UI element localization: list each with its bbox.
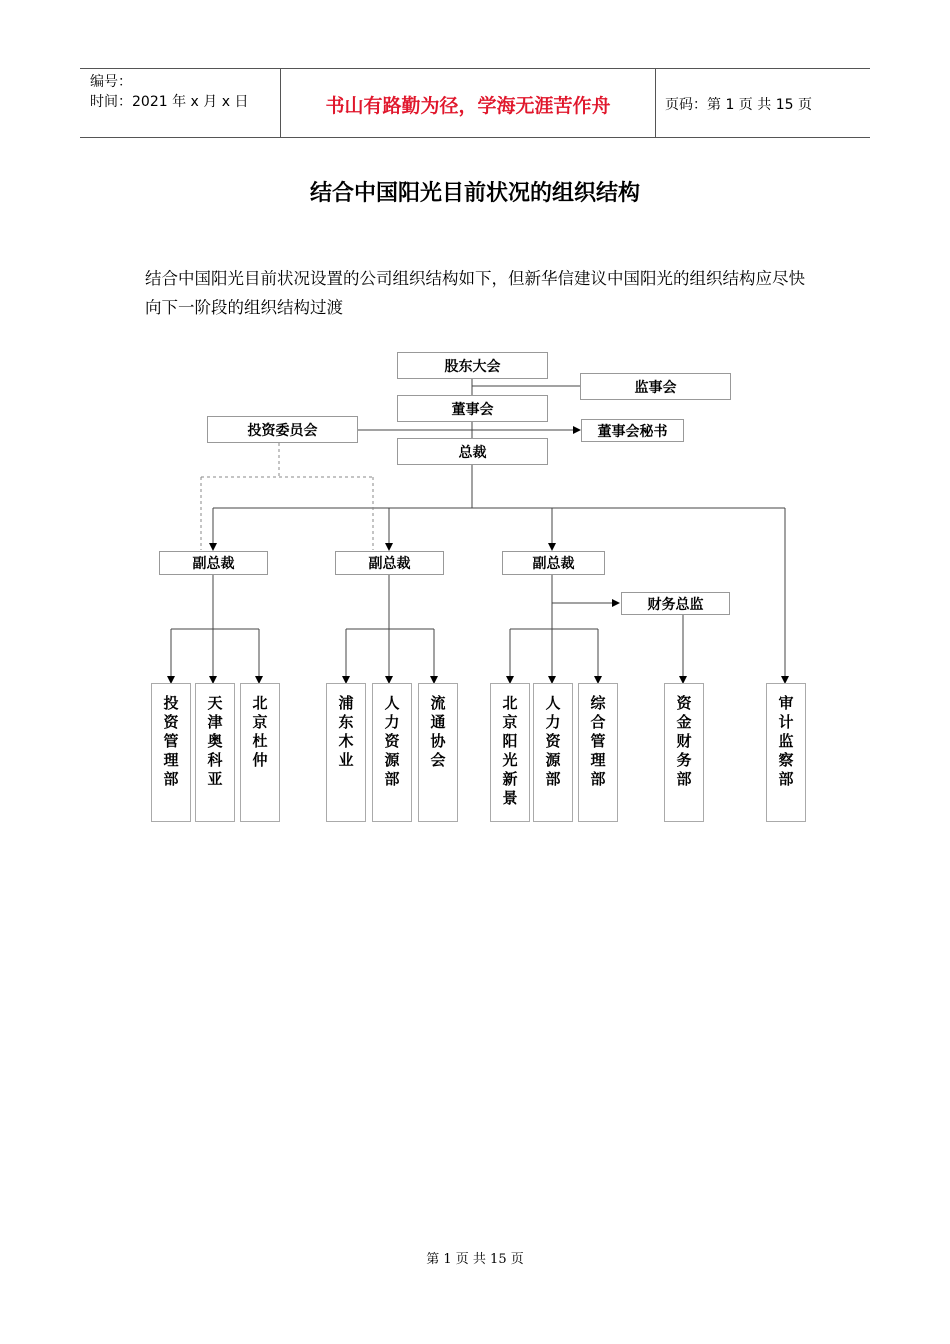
vice-president-box-3: 副总裁 <box>502 551 605 575</box>
cfo-box: 财务总监 <box>621 592 730 615</box>
dept-label: 人力资源部 <box>545 694 561 788</box>
document-number: 编号： <box>90 74 132 90</box>
intro-paragraph: 结合中国阳光目前状况设置的公司组织结构如下，但新华信建议中国阳光的组织结构应尽快向下一阶段的组织结构过渡 <box>145 269 805 317</box>
page-footer: 第 1 页 共 15 页 <box>426 1252 524 1267</box>
dept-label: 人力资源部 <box>384 694 400 788</box>
dept-box-beijing-duzhong <box>240 683 280 822</box>
dept-label: 综合管理部 <box>590 694 606 788</box>
dept-label: 审计监察部 <box>778 694 794 788</box>
header-motto: 书山有路勤为径，学海无涯苦作舟 <box>325 95 611 117</box>
dept-box-general-management <box>578 683 618 822</box>
dept-label: 浦东木业 <box>338 694 354 769</box>
dept-label: 北京阳光新景 <box>502 694 518 807</box>
dept-label: 北京杜仲 <box>252 694 268 769</box>
vice-president-box-1: 副总裁 <box>159 551 268 575</box>
investment-committee-box: 投资委员会 <box>207 416 358 443</box>
supervisory-board-box: 监事会 <box>580 373 731 400</box>
document-title: 结合中国阳光目前状况的组织结构 <box>309 181 640 206</box>
dept-box-audit <box>766 683 806 822</box>
president-box: 总裁 <box>397 438 548 465</box>
header-page-info: 页码：第 1 页 共 15 页 <box>665 97 812 113</box>
vice-president-box-2: 副总裁 <box>335 551 444 575</box>
board-of-directors-box: 董事会 <box>397 395 548 422</box>
dept-box-finance <box>664 683 704 822</box>
dept-box-tianjin-aokeya <box>195 683 235 822</box>
dept-box-pudong-wood <box>326 683 366 822</box>
shareholders-meeting-box: 股东大会 <box>397 352 548 379</box>
dept-box-circulation-association <box>418 683 458 822</box>
dept-label: 天津奥科亚 <box>207 694 223 788</box>
board-secretary-box: 董事会秘书 <box>581 419 684 442</box>
dept-label: 投资管理部 <box>163 694 179 788</box>
dept-label: 流通协会 <box>430 694 446 769</box>
dept-box-investment-management <box>151 683 191 822</box>
dept-box-beijing-sunshine-xinjing <box>490 683 530 822</box>
dept-label: 资金财务部 <box>676 694 692 788</box>
dept-box-hr-2 <box>533 683 573 822</box>
document-time: 时间：2021 年 x 月 x 日 <box>90 94 249 110</box>
dept-box-hr-1 <box>372 683 412 822</box>
